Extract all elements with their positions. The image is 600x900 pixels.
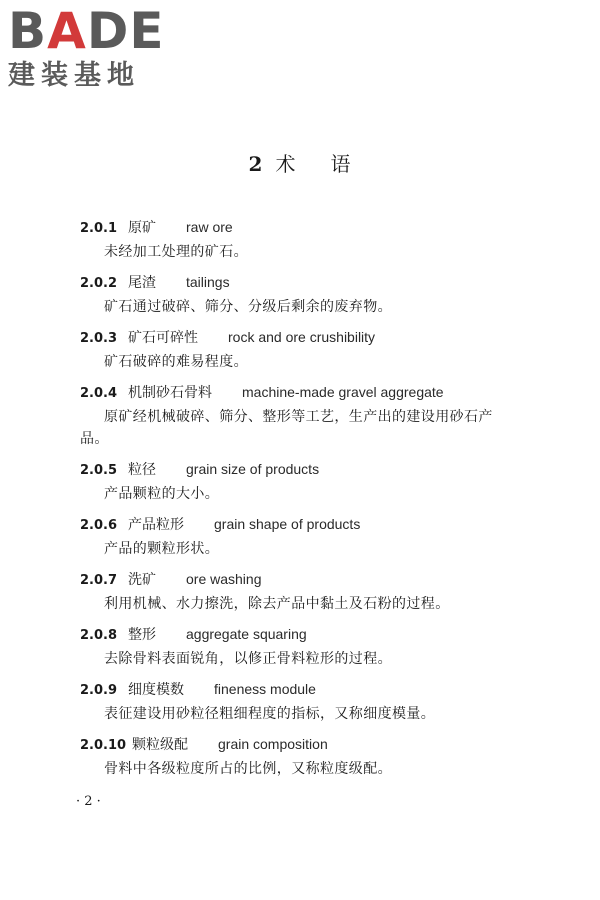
term-chinese-name: 矿石可碎性	[128, 330, 198, 346]
logo-word-part2: DE	[86, 2, 165, 60]
term-definition: 去除骨料表面锐角，以修正骨料粒形的过程。	[104, 651, 392, 667]
logo-word-accent: A	[47, 2, 87, 60]
term-number: 2.0.2	[80, 276, 118, 291]
term-heading	[80, 733, 520, 757]
term-chinese-name: 尾渣	[128, 275, 156, 291]
chapter-title-char2: 语	[330, 152, 352, 176]
term-definition: 利用机械、水力擦洗，除去产品中黏土及石粉的过程。	[104, 596, 450, 612]
term-chinese-name: 洗矿	[128, 572, 156, 588]
term-chinese-name: 机制砂石骨料	[128, 385, 212, 401]
term-english-name: grain size of products	[186, 461, 320, 477]
term-heading	[80, 623, 520, 647]
brand-logo	[8, 4, 178, 92]
term-heading	[80, 678, 520, 702]
term-heading	[80, 216, 520, 240]
logo-word-part1: B	[8, 2, 48, 60]
term-number: 2.0.6	[80, 518, 118, 533]
term-heading	[80, 568, 520, 592]
term-english-name: aggregate squaring	[186, 626, 307, 642]
terms-list	[80, 216, 520, 788]
term-chinese-name: 细度模数	[128, 682, 184, 698]
term-definition: 骨料中各级粒度所占的比例，又称粒度级配。	[104, 761, 392, 777]
term-entry	[80, 271, 520, 318]
term-definition: 未经加工处理的矿石。	[104, 244, 248, 260]
chapter-number: 2	[248, 152, 264, 176]
term-definition: 原矿经机械破碎、筛分、整形等工艺，生产出的建设用砂石产品。	[80, 409, 493, 447]
term-entry	[80, 381, 520, 450]
term-entry	[80, 326, 520, 373]
term-heading	[80, 513, 520, 537]
term-definition: 矿石破碎的难易程度。	[104, 354, 248, 370]
term-chinese-name: 粒径	[128, 462, 156, 478]
term-definition: 矿石通过破碎、筛分、分级后剩余的废弃物。	[104, 299, 392, 315]
term-number: 2.0.9	[80, 683, 118, 698]
term-number: 2.0.5	[80, 463, 118, 478]
term-entry	[80, 623, 520, 670]
term-english-name: grain shape of products	[214, 516, 361, 532]
term-english-name: raw ore	[186, 219, 233, 235]
term-number: 2.0.8	[80, 628, 118, 643]
term-entry	[80, 568, 520, 615]
chapter-title-char1: 术	[275, 152, 297, 176]
term-chinese-name: 原矿	[128, 220, 156, 236]
term-entry	[80, 216, 520, 263]
logo-wordmark	[8, 4, 178, 58]
term-english-name: machine-made gravel aggregate	[242, 384, 444, 400]
term-entry	[80, 513, 520, 560]
term-definition: 表征建设用砂粒径粗细程度的指标，又称细度模量。	[104, 706, 436, 722]
term-entry	[80, 733, 520, 780]
term-english-name: rock and ore crushibility	[228, 329, 376, 345]
term-chinese-name: 产品粒形	[128, 517, 184, 533]
term-english-name: tailings	[186, 274, 230, 290]
term-heading	[80, 458, 520, 482]
page-number: · 2 ·	[76, 794, 101, 809]
term-chinese-name: 颗粒级配	[132, 737, 188, 753]
term-number: 2.0.1	[80, 221, 118, 236]
term-heading	[80, 326, 520, 350]
chapter-title	[0, 148, 600, 177]
term-english-name: ore washing	[186, 571, 262, 587]
term-number: 2.0.4	[80, 386, 118, 401]
term-english-name: fineness module	[214, 681, 316, 697]
term-chinese-name: 整形	[128, 627, 156, 643]
term-entry	[80, 678, 520, 725]
term-number: 2.0.7	[80, 573, 118, 588]
term-number: 2.0.3	[80, 331, 118, 346]
term-english-name: grain composition	[218, 736, 328, 752]
term-entry	[80, 458, 520, 505]
term-definition: 产品的颗粒形状。	[104, 541, 220, 557]
term-definition: 产品颗粒的大小。	[104, 486, 220, 502]
logo-chinese-text: 建装基地	[8, 60, 140, 91]
term-heading	[80, 381, 520, 405]
term-heading	[80, 271, 520, 295]
term-number: 2.0.10	[80, 738, 127, 753]
